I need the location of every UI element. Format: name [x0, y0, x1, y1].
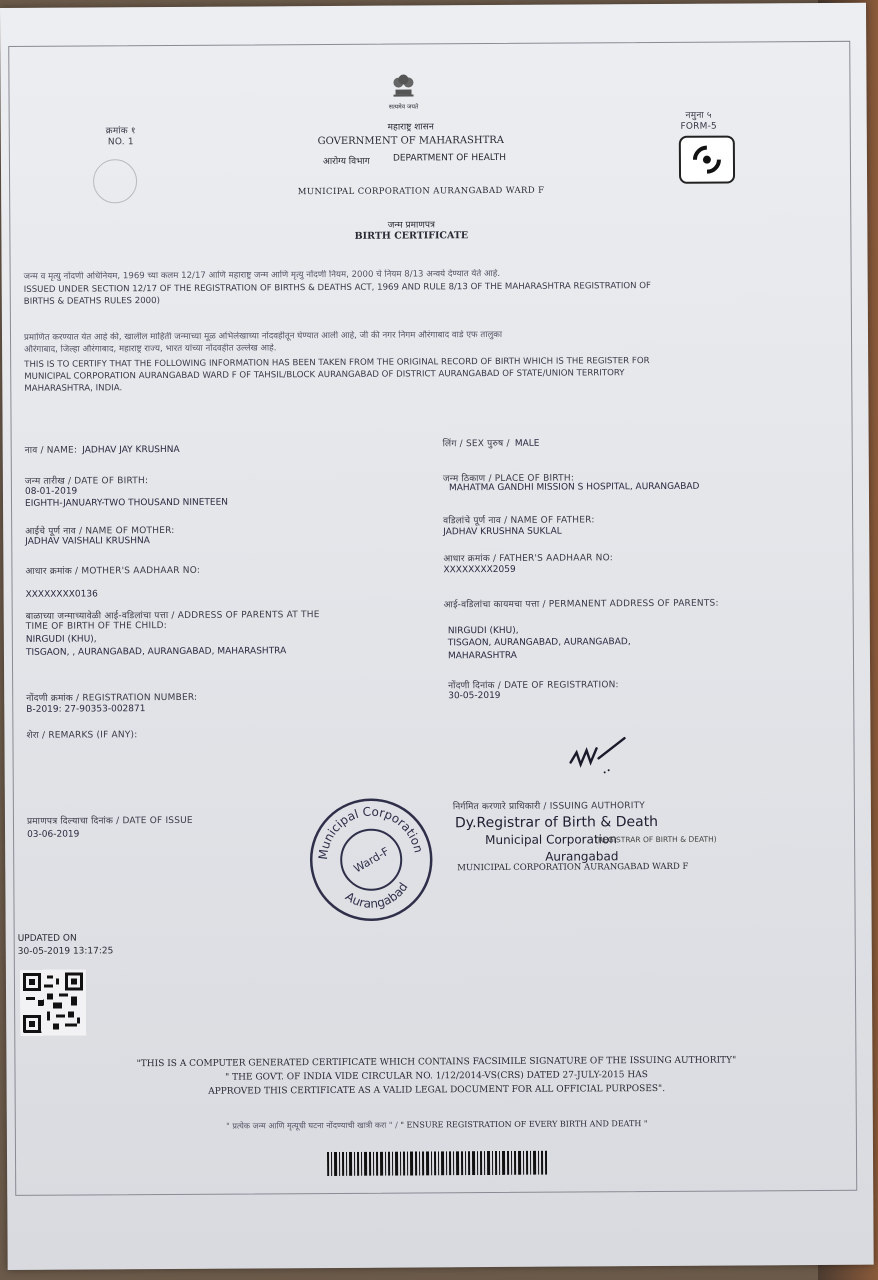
footer-line-1: "THIS IS A COMPUTER GENERATED CERTIFICATE WHICH CONTAINS FACSIMILE SIGNATURE OF THE ISSUING AUTHORITY": [136, 1055, 737, 1070]
dept-title: DEPARTMENT OF HEALTH: [392, 152, 507, 164]
authority-seal-line-2: Municipal Corporation: [485, 832, 617, 848]
father-aadhaar-value: XXXXXXXX2059: [443, 564, 516, 576]
footer-slogan-en: " ENSURE REGISTRATION OF EVERY BIRTH AND DEATH ": [400, 1119, 648, 1130]
authority-seal-line-3: Aurangabad: [545, 849, 619, 864]
intro-line-2: ISSUED UNDER SECTION 12/17 OF THE REGISTRATION OF BIRTHS & DEATHS ACT, 1969 AND RULE 8/13 OF THE MAHARASHTRA REGISTRATION OF: [23, 281, 652, 295]
updated-label: UPDATED ON: [17, 933, 77, 944]
seal-icon: [93, 159, 137, 203]
ward-stamp-icon: [307, 795, 436, 924]
registration-date-label: नोंदणी दिनांक / DATE OF REGISTRATION:: [448, 680, 619, 692]
state-title: GOVERNMENT OF MAHARASHTRA: [317, 134, 505, 148]
permanent-address-1: NIRGUDI (KHU),: [447, 625, 519, 637]
certify-line-1: THIS IS TO CERTIFY THAT THE FOLLOWING INFORMATION HAS BEEN TAKEN FROM THE ORIGINAL RECORD OF BIRTH WHICH IS THE REGISTER FOR: [24, 356, 650, 370]
emblem-caption: सत्यमेव जयते: [388, 103, 419, 111]
certificate-title-hindi: जन्म प्रमाणपत्र: [387, 220, 435, 231]
mother-value: JADHAV VAISHALI KRUSHNA: [25, 536, 150, 547]
form-label: FORM-5: [680, 121, 717, 132]
dob-words: EIGHTH-JANUARY-TWO THOUSAND NINETEEN: [24, 497, 229, 509]
certify-hindi-1: प्रमाणित करण्यात येत आहे की, खालील माहिती जन्माच्या मूळ अभिलेखाच्या नोंदवहीतून घेण्यात आली आहे, जी की नगर निगम औरंगाबाद वार्ड एफ तालुका: [23, 329, 503, 343]
permanent-address-3: MAHARASHTRA: [447, 650, 517, 662]
certificate-title: BIRTH CERTIFICATE: [354, 230, 469, 242]
dept-hindi: आरोग्य विभाग: [322, 156, 370, 168]
stamp-ring-bottom: Aurangabad: [342, 880, 411, 911]
footer-slogan-hindi: " प्रत्येक जन्म आणि मृत्यूची घटना नोंदण्याची खात्री करा " /: [226, 1120, 398, 1131]
qr-code-icon: [20, 967, 86, 1037]
address-line-2: TISGAON, , AURANGABAD, AURANGABAD, MAHARASHTRA: [25, 646, 287, 658]
signature-icon: [564, 732, 630, 780]
father-aadhaar-label: आधार क्रमांक / FATHER'S AADHAAR NO:: [443, 553, 613, 565]
father-label: वडिलांचे पूर्ण नाव / NAME OF FATHER:: [443, 515, 595, 527]
permanent-address-label: आई-वडिलांचा कायमचा पत्ता / PERMANENT ADDRESS OF PARENTS:: [443, 598, 719, 611]
registration-number: B-2019: 27-90353-002871: [26, 704, 146, 715]
permanent-address-2: TISGAON, AURANGABAD, AURANGABAD,: [447, 637, 631, 649]
stamp-ring-top: Municipal Corporation: [315, 804, 426, 861]
certify-line-2: MUNICIPAL CORPORATION AURANGABAD WARD F OF TAHSIL/BLOCK AURANGABAD OF DISTRICT AURANGABAD OF STATE/UNION TERRITORY: [24, 368, 625, 382]
father-value: JADHAV KRUSHNA SUKLAL: [443, 526, 562, 538]
address-label-en-2: TIME OF BIRTH OF THE CHILD:: [25, 620, 167, 632]
footer-line-3: APPROVED THIS CERTIFICATE AS A VALID LEGAL DOCUMENT FOR ALL OFFICIAL PURPOSES".: [208, 1083, 666, 1097]
serial-label: NO. 1: [107, 137, 134, 148]
issue-date: 03-06-2019: [27, 829, 80, 840]
footer-line-2: " THE GOVT. OF INDIA VIDE CIRCULAR NO. 1/12/2014-VS(CRS) DATED 27-JULY-2015 HAS: [225, 1070, 648, 1083]
issuing-authority-label: निर्गमित करणारे प्राधिकारी / ISSUING AUTHORITY: [452, 801, 646, 813]
mother-label: आईचे पूर्ण नाव / NAME OF MOTHER:: [25, 525, 175, 537]
crs-logo-icon: [679, 136, 735, 184]
municipal-title: MUNICIPAL CORPORATION AURANGABAD WARD F: [297, 185, 545, 198]
address-line-1: NIRGUDI (KHU),: [25, 634, 97, 645]
mother-aadhaar-value: XXXXXXXX0136: [25, 589, 98, 600]
name-label: नाव / NAME:: [24, 445, 78, 456]
certificate-paper: [0, 3, 874, 1270]
remarks-label: शेरा / REMARKS (IF ANY):: [26, 730, 138, 741]
barcode-icon: [327, 1151, 547, 1176]
dob-value: 08-01-2019: [24, 486, 78, 497]
address-label-en-1: ADDRESS OF PARENTS AT THE: [177, 610, 320, 621]
address-label-hindi: बाळाच्या जन्माच्यावेळी आई-वडिलांचा पत्ता /: [25, 610, 175, 622]
sex-value: MALE: [514, 438, 540, 449]
authority-print-line: (REGISTRAR OF BIRTH & DEATH): [595, 834, 717, 845]
stamp-center: Ward-F: [351, 844, 392, 876]
sex-row: [443, 431, 540, 451]
issue-date-label: प्रमाणपत्र दिल्याचा दिनांक / DATE OF ISSUE: [26, 815, 193, 827]
sex-label: लिंग / SEX पुरुष /: [442, 438, 510, 450]
state-hindi: महाराष्ट्र शासन: [387, 122, 434, 133]
address-label: [26, 607, 320, 622]
pob-value: MAHATMA GANDHI MISSION S HOSPITAL, AURANGABAD: [448, 481, 700, 494]
certify-line-3: MAHARASHTRA, INDIA.: [24, 383, 123, 394]
registration-date: 30-05-2019: [448, 690, 501, 702]
dob-label: जन्म तारीख / DATE OF BIRTH:: [24, 476, 149, 487]
pob-label: जन्म ठिकाण / PLACE OF BIRTH:: [442, 473, 575, 485]
updated-value: 30-05-2019 13:17:25: [17, 946, 114, 957]
name-row: [25, 437, 180, 457]
authority-org: MUNICIPAL CORPORATION AURANGABAD WARD F: [457, 861, 689, 874]
mother-aadhaar-label: आधार क्रमांक / MOTHER'S AADHAAR NO:: [25, 565, 201, 577]
form-label-hindi: नमुना ५: [685, 110, 712, 121]
certify-hindi-2: औरंगाबाद, जिल्हा औरंगाबाद, महाराष्ट्र राज्य, भारत यांच्या नोंदवहीत उल्लेख आहे.: [24, 343, 277, 355]
registration-label: नोंदणी क्रमांक / REGISTRATION NUMBER:: [26, 692, 198, 704]
authority-seal-line-1: Dy.Registrar of Birth & Death: [454, 813, 659, 832]
intro-line-3: BIRTHS & DEATHS RULES 2000): [23, 296, 160, 307]
child-name: JADHAV JAY KRUSHNA: [82, 444, 180, 456]
national-emblem-icon: [388, 67, 418, 103]
serial-label-hindi: क्रमांक १: [105, 126, 136, 137]
intro-hindi: जन्म व मृत्यु नोंदणी अधिनियम, 1969 च्या कलम 12/17 आणि महाराष्ट्र जन्म आणि मृत्यु नोंदणी नियम, 2000 चे नियम 8/13 अन्वये देण्यात येते आहे.: [23, 268, 501, 282]
